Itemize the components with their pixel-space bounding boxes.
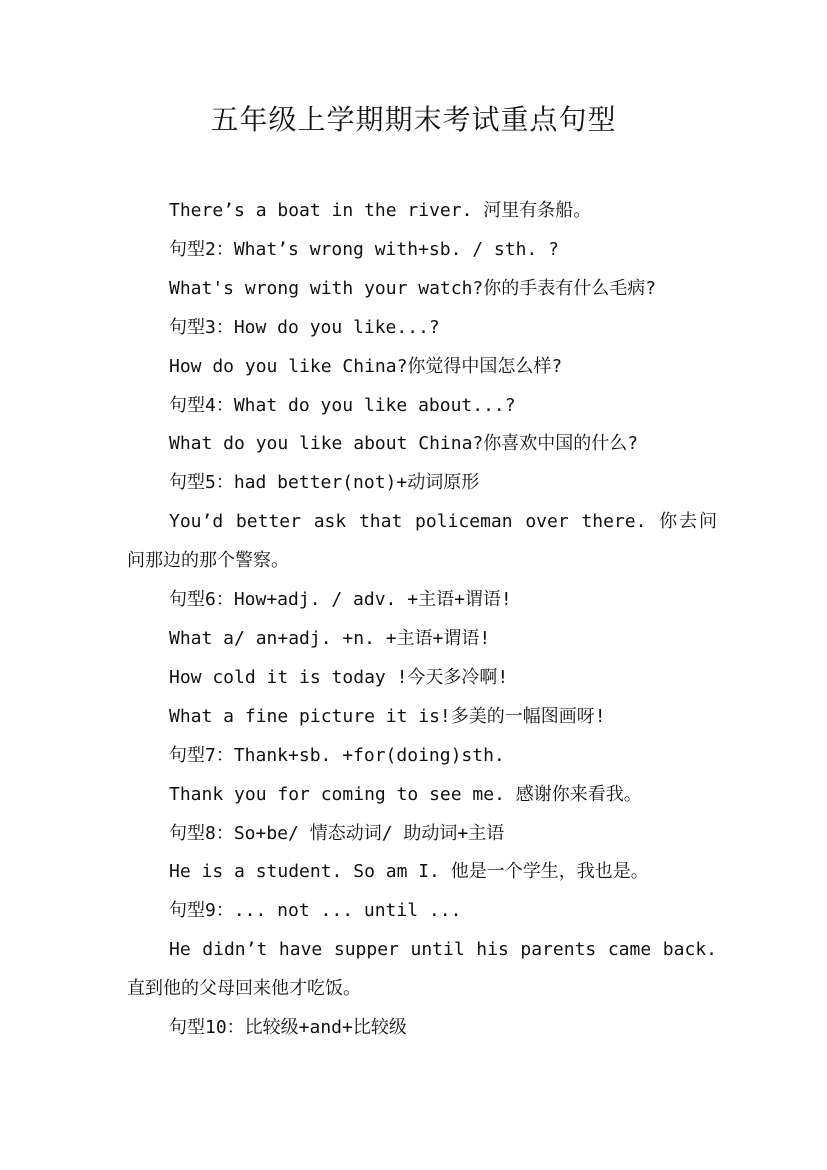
text-line: What a fine picture it is!多美的一幅图画呀! <box>169 705 606 727</box>
pattern-heading: 句型3：How do you like...? <box>169 316 440 338</box>
text-line: How do you like China?你觉得中国怎么样? <box>169 355 563 377</box>
pattern-heading: 句型8：So+be/ 情态动词/ 助动词+主语 <box>169 822 505 844</box>
text-paragraph: He didn’t have supper until his parents came back. 直到他的父母回来他才吃饭。 <box>127 939 717 1000</box>
text-line: He is a student. So am I. 他是一个学生，我也是。 <box>169 861 649 883</box>
pattern-heading: 句型9：... not ... until ... <box>169 900 462 922</box>
document-title: 五年级上学期期末考试重点句型 <box>210 103 617 136</box>
document-body <box>127 192 717 1048</box>
pattern-heading: 句型6：How+adj. / adv. +主语+谓语! <box>169 589 512 611</box>
text-line: Thank you for coming to see me. 感谢你来看我。 <box>169 783 642 805</box>
text-paragraph: You’d better ask that policeman over there. 你去问问那边的那个警察。 <box>127 511 717 572</box>
text-line: What a/ an+adj. +n. +主语+谓语! <box>169 627 491 649</box>
pattern-heading: 句型5：had better(not)+动词原形 <box>169 472 480 494</box>
text-line: What do you like about China?你喜欢中国的什么? <box>169 433 639 455</box>
pattern-heading: 句型4：What do you like about...? <box>169 394 516 416</box>
pattern-heading: 句型2：What’s wrong with+sb. / sth. ? <box>169 238 559 260</box>
text-line: How cold it is today !今天多冷啊! <box>169 666 509 688</box>
text-line: What's wrong with your watch?你的手表有什么毛病? <box>169 277 657 299</box>
pattern-heading: 句型10：比较级+and+比较级 <box>169 1017 407 1039</box>
pattern-heading: 句型7：Thank+sb. +for(doing)sth. <box>169 744 505 766</box>
text-line: There’s a boat in the river. 河里有条船。 <box>169 200 592 221</box>
